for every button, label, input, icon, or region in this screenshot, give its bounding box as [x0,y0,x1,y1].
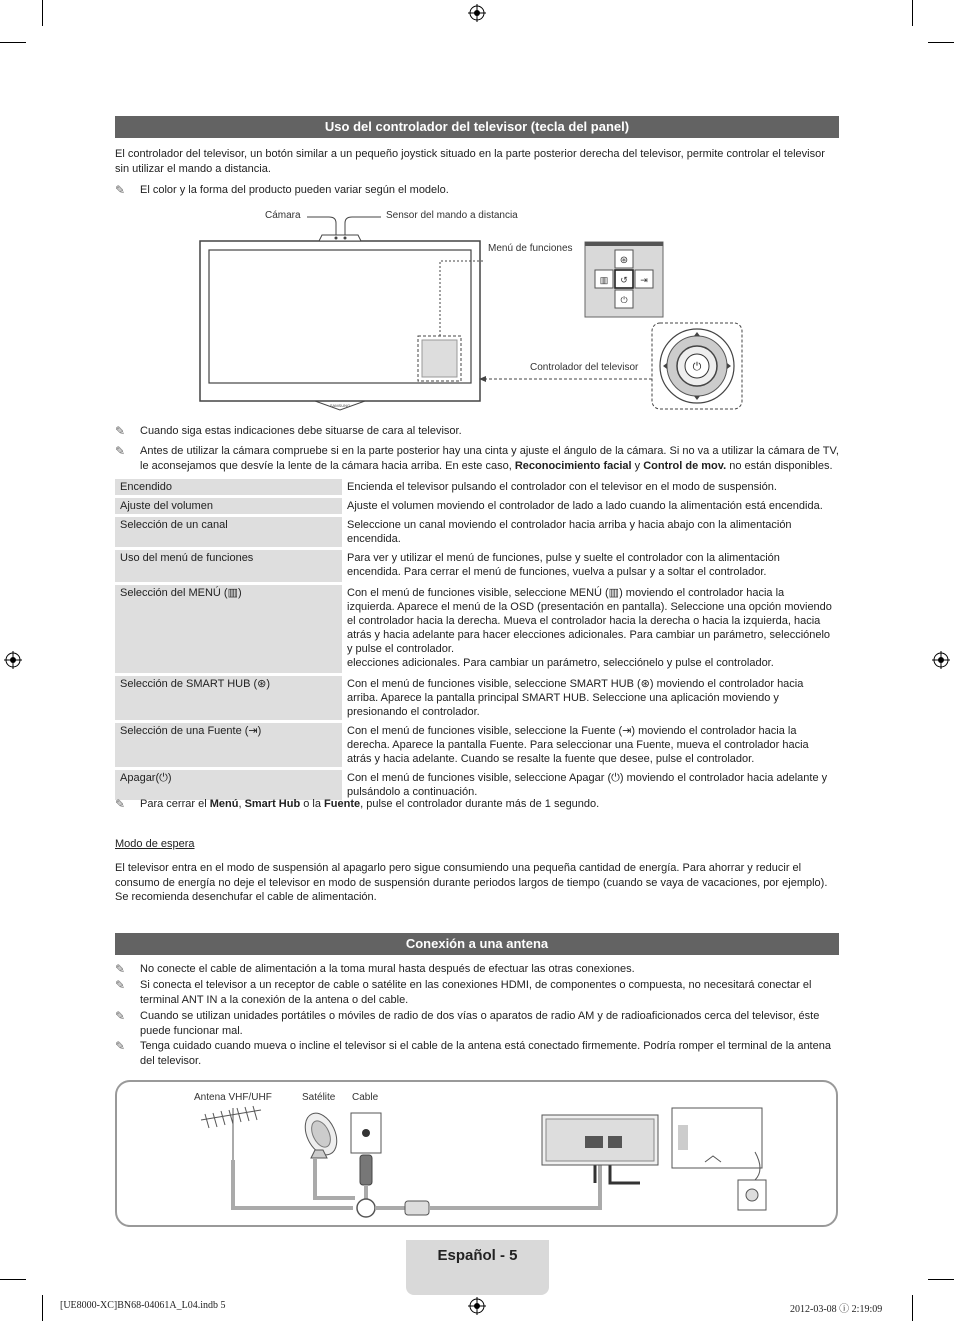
crop-mark [0,1279,26,1280]
crop-mark [928,1279,954,1280]
standby-text: El televisor entra en el modo de suspensión al apagarlo pero sigue consumiendo una pequeña cantidad de energía. Para ahorrar y reducir el consumo de energía no deje el televisor en modo de suspensión durante periodos largos de tiempo (cuando se vaya de vacaciones, por ejemplo). Se recomienda desenchufar el cable de alimentación. [115,862,828,903]
note-face-tv: ✎ Cuando siga estas indicaciones debe situarse de cara al televisor. [115,424,462,438]
label-antenna: Antena VHF/UHF [194,1092,272,1103]
footer-timestamp: 2012-03-08 ⓘ 2:19:09 [790,1304,883,1315]
table-row: Ajuste del volumen Ajuste el volumen moviendo el controlador de lado a lado cuando la alimentación está encendida. [115,498,839,514]
svg-text:↺: ↺ [620,275,628,285]
table-row: Selección de una Fuente (⇥) Con el menú de funciones visible, seleccione la Fuente (⇥) moviendo el controlador hacia la derecha. Aparece la pantalla Fuente. Para seleccionar una Fuente, mueva el controlador hacia atrás y hacia adelante. Cuando se resalte la fuente que desee, pulse el controlador. [115,723,839,767]
section-title-antenna: Conexión a una antena [115,933,839,955]
label-cable: Cable [352,1092,379,1103]
label-camera: Cámara [265,210,301,221]
label-satellite: Satélite [302,1092,336,1103]
svg-text:⏻: ⏻ [692,361,702,373]
page-number: Español - 5 [406,1240,549,1295]
registration-mark-icon [4,651,22,669]
note-pencil-icon: ✎ [115,962,126,976]
registration-mark-icon [468,4,486,22]
label-tv-controller: Controlador del televisor [530,362,639,373]
svg-text:⊛: ⊛ [619,255,629,266]
label-function-menu: Menú de funciones [488,243,573,254]
registration-mark-icon [932,651,950,669]
note-antenna: ✎ Si conecta el televisor a un receptor de cable o satélite en las conexiones HDMI, de componentes o compuesta, no necesitará conectar el terminal ANT IN a la conexión de la antena o del cable. [115,978,812,1006]
note-camera: ✎ Antes de utilizar la cámara compruebe si en la parte posterior hay una cinta y ajuste el ángulo de la cámara. Si no va a utilizar la cámara de TV, le aconsejamos que desvíe la lente de la cámara hacia arriba. En este caso, Reconocimiento facial y Control de mov. no están disponibles. [115,444,839,472]
note-pencil-icon: ✎ [115,1009,126,1023]
section-title-panel-key: Uso del controlador del televisor (tecla del panel) [115,116,839,138]
intro-text: El controlador del televisor, un botón similar a un pequeño joystick situado en la parte posterior derecha del televisor, permite controlar el televisor sin utilizar el mando a distancia. [115,148,825,175]
note-color-shape: ✎ El color y la forma del producto pueden variar según el modelo. [115,183,449,197]
table-row: Selección de SMART HUB (⊛) Con el menú de funciones visible, seleccione SMART HUB (⊛) moviendo el controlador hacia arriba. Aparece la pantalla principal SMART HUB. Seleccione una aplicación moviendo y presionando el controlador. [115,676,839,720]
table-row: Selección de un canal Seleccione un canal moviendo el controlador hacia arriba y hacia abajo con la alimentación encendida. [115,517,839,547]
standby-title: Modo de espera [115,838,195,850]
crop-mark [912,1295,913,1321]
table-row: Encendido Encienda el televisor pulsando el controlador con el televisor en el modo de suspensión. [115,479,839,495]
note-antenna: ✎ Tenga cuidado cuando mueva o incline el televisor si el cable de la antena está conectado firmemente. Podría romper el terminal de la antena del televisor. [115,1039,831,1067]
note-pencil-icon: ✎ [115,1039,126,1053]
registration-mark-icon [468,1297,486,1315]
table-row: Selección del MENÚ (▥) Con el menú de funciones visible, seleccione MENÚ (▥) moviendo el controlador hacia la izquierda. Aparece el menú de la OSD (presentación en pantalla). Seleccione una opción moviendo el controlador hacia la derecha. Mueva el controlador hacia la derecha o hacia la izquierda, hacia atrás y hacia adelante para hacer elecciones adicionales. Para cambiar un parámetro, selecciónelo y pulse el controlador. elecciones adicionales. Para cambiar un parámetro, selecciónelo y pulse el controlador. [115,585,839,673]
crop-mark [42,0,43,26]
note-pencil-icon: ✎ [115,183,126,197]
controller-functions-table [115,476,839,803]
footer-file-info: [UE8000-XC]BN68-04061A_L04.indb 5 [60,1300,226,1311]
tv-controller-diagram [195,205,755,415]
note-pencil-icon: ✎ [115,444,126,458]
tv-brand-label: SAMSUNG [329,403,351,408]
note-close-menu: ✎ Para cerrar el Menú, Smart Hub o la Fuente, pulse el controlador durante más de 1 segundo. [115,797,600,811]
note-antenna: ✎ No conecte el cable de alimentación a la toma mural hasta después de efectuar las otras conexiones. [115,962,635,976]
note-antenna: ✎ Cuando se utilizan unidades portátiles o móviles de radio de dos vías o aparatos de radio AM y de radioaficionados cerca del televisor, éste puede funcionar mal. [115,1009,820,1037]
crop-mark [912,0,913,26]
svg-text:⇥: ⇥ [640,275,648,285]
note-pencil-icon: ✎ [115,978,126,992]
note-pencil-icon: ✎ [115,424,126,438]
svg-text:⏻: ⏻ [620,295,628,305]
crop-mark [42,1295,43,1321]
svg-text:▥: ▥ [599,275,609,285]
table-row: Apagar(⏻) Con el menú de funciones visible, seleccione Apagar (⏻) moviendo el controlador hacia adelante y pulsándolo a continuación. [115,770,839,800]
crop-mark [928,42,954,43]
table-row: Uso del menú de funciones Para ver y utilizar el menú de funciones, pulse y suelte el controlador con la alimentación encendida. Para cerrar el menú de funciones, vuelva a pulsar y a soltar el controlador. [115,550,839,582]
crop-mark [0,42,26,43]
note-pencil-icon: ✎ [115,797,126,811]
label-remote-sensor: Sensor del mando a distancia [386,210,518,221]
